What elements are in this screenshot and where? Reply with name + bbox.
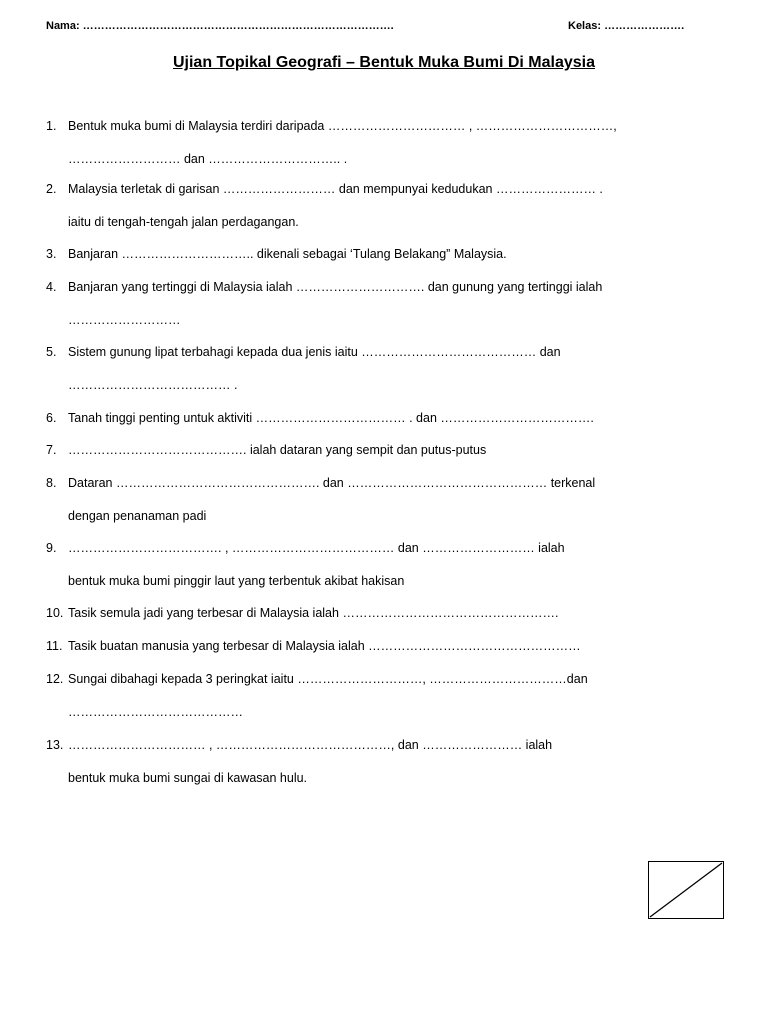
question-number: 3. (46, 247, 57, 261)
question-text-continued: ……………………… dan ………………………….. . (68, 152, 348, 166)
question-number: 12. (46, 672, 64, 686)
question-text: Malaysia terletak di garisan ……………………… dan mempunyai kedudukan …………………… . (68, 182, 603, 196)
question-text: …………………………… , ……………………………………, dan …………………… ialah (68, 738, 553, 752)
question-text-continued: ………………………………… . (68, 378, 238, 392)
question-text: Banjaran yang tertinggi di Malaysia ialah …………………………. dan gunung yang tertinggi ialah (68, 280, 603, 294)
header (46, 20, 722, 36)
question-number: 2. (46, 182, 57, 196)
question-text: Sungai dibahagi kepada 3 peringkat iaitu …………………………, ……………………………dan (68, 672, 588, 686)
question-text: ……………………………………. ialah dataran yang sempit dan putus-putus (68, 443, 487, 457)
question-number: 7. (46, 443, 57, 457)
score-box (648, 861, 724, 919)
question-number: 4. (46, 280, 57, 294)
name-field: Nama: …………………………………………………………………………. (46, 20, 394, 32)
question-text-continued: iaitu di tengah-tengah jalan perdagangan. (68, 215, 299, 229)
question-number: 11. (46, 639, 63, 653)
question-text: Tasik semula jadi yang terbesar di Malaysia ialah ……………………………………………. (68, 606, 559, 620)
page-title: Ujian Topikal Geografi – Bentuk Muka Bumi Di Malaysia (172, 54, 596, 71)
question-text: Tasik buatan manusia yang terbesar di Malaysia ialah …………………………………………… (68, 639, 581, 653)
question-text-continued: dengan penanaman padi (68, 509, 207, 523)
question-text-continued: bentuk muka bumi sungai di kawasan hulu. (68, 771, 308, 785)
question-number: 10. (46, 606, 64, 620)
question-number: 1. (46, 119, 57, 133)
question-number: 9. (46, 541, 57, 555)
question-text-continued: …………………………………… (68, 705, 243, 719)
question-text: Banjaran ………………………….. dikenali sebagai ‘Tulang Belakang” Malaysia. (68, 247, 507, 261)
question-text: ………………………………. , ………………………………… dan ……………………… ialah (68, 541, 565, 555)
question-number: 8. (46, 476, 57, 490)
question-text-continued: ……………………… (68, 313, 181, 327)
question-number: 5. (46, 345, 57, 359)
question-text: Bentuk muka bumi di Malaysia terdiri daripada …………………………… , ……………………………, (68, 119, 617, 133)
question-text-continued: bentuk muka bumi pinggir laut yang terbentuk akibat hakisan (68, 574, 405, 588)
question-text: Sistem gunung lipat terbahagi kepada dua jenis iaitu …………………………………… dan (68, 345, 561, 359)
class-field: Kelas: …………………. (568, 20, 685, 32)
question-number: 6. (46, 411, 57, 425)
score-box-diagonal (649, 862, 723, 918)
question-text: Dataran …………………………………………. dan ………………………………………… terkenal (68, 476, 596, 490)
question-text: Tanah tinggi penting untuk aktiviti ……………………………… . dan ………………………………. (68, 411, 594, 425)
question-number: 13. (46, 738, 64, 752)
